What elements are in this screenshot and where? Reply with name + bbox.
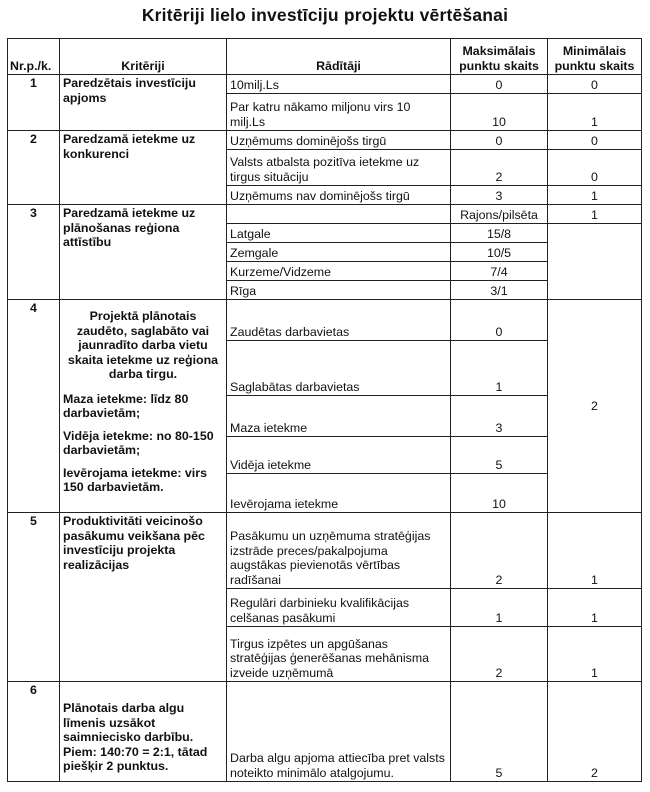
max-points: 2	[451, 150, 548, 186]
criterion-text: Plānotais darba algu līmenis uzsākot saimniecisko darbību. Piem: 140:70 = 2:1, tātad piešķir 2 punktus.	[63, 701, 208, 773]
min-points: 1	[548, 513, 642, 589]
page-title: Kritēriji lielo investīciju projektu vērtēšanai	[141, 5, 509, 25]
header-min-points: Minimālais punktu skaits	[548, 39, 642, 75]
row-number: 1	[8, 75, 60, 131]
indicator-text: Kurzeme/Vidzeme	[227, 262, 451, 281]
row-number: 2	[8, 131, 60, 205]
max-points: 7/4	[451, 262, 548, 281]
row-number: 6	[8, 682, 60, 782]
max-points: 3/1	[451, 281, 548, 300]
min-points: 1	[548, 94, 642, 131]
header-row	[8, 39, 642, 75]
max-points: 3	[451, 396, 548, 437]
indicator-text: Valsts atbalsta pozitīva ietekme uz tirgus situāciju	[227, 150, 451, 186]
max-points: 0	[451, 131, 548, 150]
criterion-text: Projektā plānotais zaudēto, saglabāto vai jaunradīto darba vietu skaita ietekme uz reģiona darba tirgu.	[67, 309, 219, 381]
header-indicators: Rādītāji	[227, 39, 451, 75]
min-points: 1	[548, 205, 642, 224]
header-max-points: Maksimālais punktu skaits	[451, 39, 548, 75]
min-points: 1	[548, 589, 642, 627]
indicator-text: Tirgus izpētes un apgūšanas stratēģijas ģenerēšanas mehānisma izveide uzņēmumā	[227, 627, 451, 682]
max-points: 5	[451, 437, 548, 474]
header-nr: Nr.p./k.	[8, 39, 60, 75]
indicator-text	[227, 205, 451, 224]
indicator-text: Darba algu apjoma attiecība pret valsts noteikto minimālo atalgojumu.	[227, 682, 451, 782]
max-points: 10	[451, 474, 548, 513]
table-row	[8, 513, 642, 589]
indicator-text: Maza ietekme	[227, 396, 451, 437]
indicator-text: Pasākumu un uzņēmuma stratēģijas izstrāde preces/pakalpojuma augstākas pievienotās vērtības radīšanai	[227, 513, 451, 589]
indicator-text: Vidēja ietekme	[227, 437, 451, 474]
max-points: 2	[451, 513, 548, 589]
indicator-text: Latgale	[227, 224, 451, 243]
max-points: 0	[451, 75, 548, 94]
max-points: 0	[451, 300, 548, 341]
indicator-text: Par katru nākamo miljonu virs 10 milj.Ls	[227, 94, 451, 131]
row-number: 5	[8, 513, 60, 682]
criterion-cell	[60, 300, 227, 513]
indicator-text: Zaudētas darbavietas	[227, 300, 451, 341]
indicator-text: Regulāri darbinieku kvalifikācijas celšanas pasākumi	[227, 589, 451, 627]
max-points: 10/5	[451, 243, 548, 262]
criterion-cell	[60, 682, 227, 782]
empty-cell	[548, 224, 642, 300]
max-points: 5	[451, 682, 548, 782]
table-row	[8, 300, 642, 341]
indicator-text: Uzņēmums dominējošs tirgū	[227, 131, 451, 150]
table-row	[8, 131, 642, 150]
header-criteria: Kritēriji	[60, 39, 227, 75]
min-points: 0	[548, 150, 642, 186]
criterion-text: Paredzētais investīciju apjoms	[60, 75, 227, 131]
indicator-text: Uzņēmums nav dominējošs tirgū	[227, 186, 451, 205]
max-points: 3	[451, 186, 548, 205]
min-points: 0	[548, 131, 642, 150]
criterion-text: Paredzamā ietekme uz konkurenci	[60, 131, 227, 205]
criterion-text: Produktivitāti veicinošo pasākumu veikšana pēc investīciju projekta realizācijas	[60, 513, 227, 682]
max-points: 2	[451, 627, 548, 682]
max-points: 10	[451, 94, 548, 131]
table-row	[8, 205, 642, 224]
indicator-text: Zemgale	[227, 243, 451, 262]
criterion-note-large: Ievērojama ietekme: virs 150 darbavietām.	[63, 465, 207, 494]
criterion-text: Paredzamā ietekme uz plānošanas reģiona attīstību	[60, 205, 227, 300]
indicator-text: Rīga	[227, 281, 451, 300]
table-row	[8, 75, 642, 94]
indicator-text: Saglabātas darbavietas	[227, 341, 451, 396]
max-points: 1	[451, 341, 548, 396]
criterion-note-medium: Vidēja ietekme: no 80-150 darbavietām;	[63, 428, 214, 457]
min-points: 2	[548, 300, 642, 513]
min-points: 1	[548, 186, 642, 205]
min-points: 2	[548, 682, 642, 782]
min-points: 0	[548, 75, 642, 94]
row-number: 4	[8, 300, 60, 513]
row-number: 3	[8, 205, 60, 300]
min-points: 1	[548, 627, 642, 682]
indicator-text: Ievērojama ietekme	[227, 474, 451, 513]
criteria-table	[7, 38, 642, 782]
max-points: 1	[451, 589, 548, 627]
criterion-note-small: Maza ietekme: līdz 80 darbavietām;	[63, 391, 189, 420]
table-row	[8, 682, 642, 782]
max-points: 15/8	[451, 224, 548, 243]
indicator-text: 10milj.Ls	[227, 75, 451, 94]
region-type-label: Rajons/pilsēta	[451, 205, 548, 224]
